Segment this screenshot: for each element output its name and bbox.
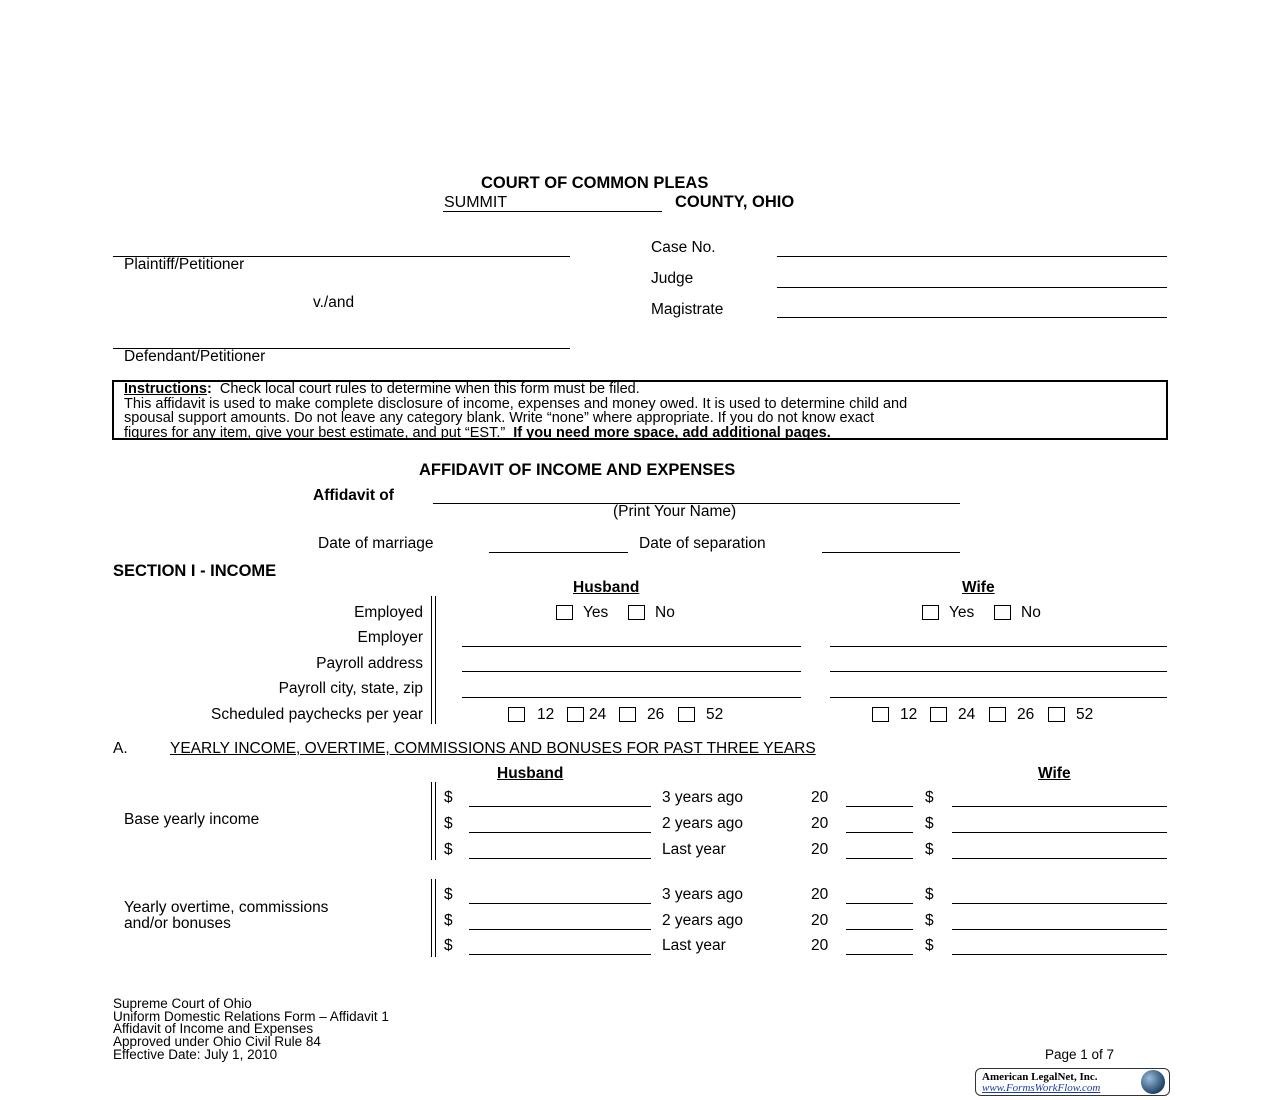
dollar-sign: $ [444, 886, 453, 903]
instructions-label: Instructions [124, 381, 207, 397]
row-label-employed: Employed [354, 604, 423, 621]
husband-base-2yr-field[interactable] [469, 832, 651, 833]
period-label: 2 years ago [662, 912, 743, 929]
wife-base-3yr-field[interactable] [952, 806, 1167, 807]
row-label-payroll-city: Payroll city, state, zip [278, 680, 423, 697]
wife-paychecks-52-label: 52 [1076, 706, 1094, 723]
logo-url-link[interactable]: www.FormsWorkFlow.com [982, 1082, 1101, 1094]
period-label: Last year [662, 841, 726, 858]
wife-base-2yr-field[interactable] [952, 832, 1167, 833]
husband-payroll-city-field[interactable] [462, 697, 801, 698]
instructions-line2: This affidavit is used to make complete disclosure of income, expenses and money owed. It is used to determine child and [124, 395, 908, 412]
year-field[interactable] [846, 954, 913, 955]
husband-paychecks-24-checkbox[interactable] [567, 707, 584, 722]
publisher-logo [975, 1068, 1170, 1096]
wife-header: Wife [962, 579, 995, 596]
wife-paychecks-52-checkbox[interactable] [1048, 707, 1065, 722]
husband-yes-label: Yes [583, 604, 609, 621]
overtime-label-line2: and/or bonuses [124, 915, 231, 932]
instructions-box: Instructions: Check local court rules to determine when this form must be filed. This affidavit is used to make complete disclosure of income, expenses and money owed. It is used to determine child and spousal support amounts. Do not leave any category blank. Write “none” where appropriate. If you do not know exact figures for any item, give your best estimate, and put “EST.” If you need more space, add additional pages. [112, 380, 1168, 440]
wife-employed-yes-checkbox[interactable] [922, 605, 939, 620]
husband-employer-field[interactable] [462, 646, 801, 647]
husband-paychecks-12-label: 12 [537, 706, 555, 723]
date-of-marriage-field[interactable] [489, 552, 628, 553]
county-suffix: COUNTY, OHIO [675, 193, 795, 211]
row-label-employer: Employer [357, 629, 423, 646]
affidavit-of-label: Affidavit of [313, 487, 394, 504]
dollar-sign: $ [444, 841, 453, 858]
period-label: 2 years ago [662, 815, 743, 832]
date-of-marriage-label: Date of marriage [318, 535, 434, 552]
husband-ot-2yr-field[interactable] [469, 929, 651, 930]
husband-paychecks-26-checkbox[interactable] [619, 707, 636, 722]
year-field[interactable] [846, 832, 913, 833]
husband-ot-last-field[interactable] [469, 954, 651, 955]
year-prefix: 20 [811, 815, 829, 832]
instructions-line4: figures for any item, give your best estimate, and put “EST.” [124, 424, 506, 441]
footer-line: Uniform Domestic Relations Form – Affidavit 1 [113, 1008, 389, 1024]
magistrate-field[interactable] [777, 317, 1167, 318]
footer-line: Affidavit of Income and Expenses [113, 1021, 314, 1037]
year-field[interactable] [846, 929, 913, 930]
wife-ot-3yr-field[interactable] [952, 903, 1167, 904]
row-label-payroll-address: Payroll address [316, 655, 423, 672]
defendant-label: Defendant/Petitioner [124, 348, 266, 365]
husband-payroll-address-field[interactable] [462, 671, 801, 672]
date-of-separation-field[interactable] [822, 552, 960, 553]
wife-paychecks-26-label: 26 [1017, 706, 1035, 723]
instructions-line3: spousal support amounts. Do not leave any category blank. Write “none” where appropriate. If you do not know exact [124, 410, 875, 427]
dollar-sign: $ [925, 789, 934, 806]
globe-icon [1141, 1070, 1165, 1094]
wife-payroll-city-field[interactable] [830, 697, 1167, 698]
magistrate-label: Magistrate [651, 301, 724, 318]
part-a-letter: A. [113, 740, 128, 757]
husband-employed-no-checkbox[interactable] [628, 605, 645, 620]
dollar-sign: $ [444, 789, 453, 806]
wife-ot-last-field[interactable] [952, 954, 1167, 955]
year-prefix: 20 [811, 912, 829, 929]
husband-no-label: No [655, 604, 675, 621]
instructions-line4-bold: If you need more space, add additional pages. [513, 424, 831, 441]
county-underline [443, 211, 662, 212]
dollar-sign: $ [444, 815, 453, 832]
date-of-separation-label: Date of separation [639, 535, 766, 552]
wife-no-label: No [1021, 604, 1041, 621]
period-label: Last year [662, 937, 726, 954]
base-income-label: Base yearly income [124, 811, 260, 828]
husband-paychecks-52-label: 52 [706, 706, 724, 723]
husband-base-3yr-field[interactable] [469, 806, 651, 807]
overtime-divider [431, 879, 436, 957]
dollar-sign: $ [925, 886, 934, 903]
wife-base-last-field[interactable] [952, 858, 1167, 859]
year-field[interactable] [846, 806, 913, 807]
year-prefix: 20 [811, 886, 829, 903]
case-no-label: Case No. [651, 239, 716, 256]
husband-header: Husband [573, 579, 640, 596]
footer-line: Effective Date: July 1, 2010 [113, 1046, 278, 1062]
year-field[interactable] [846, 858, 913, 859]
versus-label: v./and [313, 294, 355, 311]
dollar-sign: $ [444, 937, 453, 954]
part-a-husband-header: Husband [497, 765, 564, 782]
wife-employer-field[interactable] [830, 646, 1167, 647]
county-name: SUMMIT [444, 194, 508, 211]
wife-paychecks-12-checkbox[interactable] [872, 707, 889, 722]
wife-paychecks-24-checkbox[interactable] [930, 707, 947, 722]
husband-paychecks-12-checkbox[interactable] [508, 707, 525, 722]
court-title: COURT OF COMMON PLEAS [481, 174, 709, 192]
husband-paychecks-26-label: 26 [647, 706, 665, 723]
period-label: 3 years ago [662, 789, 743, 806]
husband-ot-3yr-field[interactable] [469, 903, 651, 904]
case-no-field[interactable] [777, 256, 1167, 257]
form-footer [113, 998, 389, 1062]
wife-paychecks-24-label: 24 [958, 706, 976, 723]
instructions-line1: Check local court rules to determine when this form must be filed. [219, 381, 640, 397]
dollar-sign: $ [444, 912, 453, 929]
affidavit-title: AFFIDAVIT OF INCOME AND EXPENSES [419, 461, 736, 479]
page-number: Page 1 of 7 [1045, 1047, 1115, 1062]
wife-yes-label: Yes [949, 604, 975, 621]
row-label-paychecks: Scheduled paychecks per year [211, 706, 423, 723]
base-income-divider [431, 782, 436, 860]
judge-field[interactable] [777, 287, 1167, 288]
year-field[interactable] [846, 903, 913, 904]
husband-paychecks-24-label: 24 [589, 706, 607, 723]
dollar-sign: $ [925, 841, 934, 858]
wife-employed-no-checkbox[interactable] [994, 605, 1011, 620]
footer-line: Supreme Court of Ohio [113, 996, 252, 1011]
wife-payroll-address-field[interactable] [830, 671, 1167, 672]
part-a-wife-header: Wife [1038, 765, 1071, 782]
judge-label: Judge [651, 270, 694, 287]
period-label: 3 years ago [662, 886, 743, 903]
husband-base-last-field[interactable] [469, 858, 651, 859]
year-prefix: 20 [811, 841, 829, 858]
wife-ot-2yr-field[interactable] [952, 929, 1167, 930]
part-a-title: YEARLY INCOME, OVERTIME, COMMISSIONS AND BONUSES FOR PAST THREE YEARS [170, 740, 816, 757]
plaintiff-label: Plaintiff/Petitioner [124, 256, 245, 273]
dollar-sign: $ [925, 815, 934, 832]
footer-line: Approved under Ohio Civil Rule 84 [113, 1034, 321, 1050]
logo-company-name: American LegalNet, Inc. [982, 1071, 1098, 1083]
husband-employed-yes-checkbox[interactable] [556, 605, 573, 620]
section-1-title: SECTION I - INCOME [113, 562, 277, 580]
print-name-label: (Print Your Name) [613, 503, 737, 520]
dollar-sign: $ [925, 912, 934, 929]
dollar-sign: $ [925, 937, 934, 954]
wife-paychecks-12-label: 12 [900, 706, 918, 723]
year-prefix: 20 [811, 937, 829, 954]
section-1-divider [431, 596, 436, 724]
overtime-label-line1: Yearly overtime, commissions [124, 899, 329, 916]
wife-paychecks-26-checkbox[interactable] [989, 707, 1006, 722]
year-prefix: 20 [811, 789, 829, 806]
husband-paychecks-52-checkbox[interactable] [678, 707, 695, 722]
